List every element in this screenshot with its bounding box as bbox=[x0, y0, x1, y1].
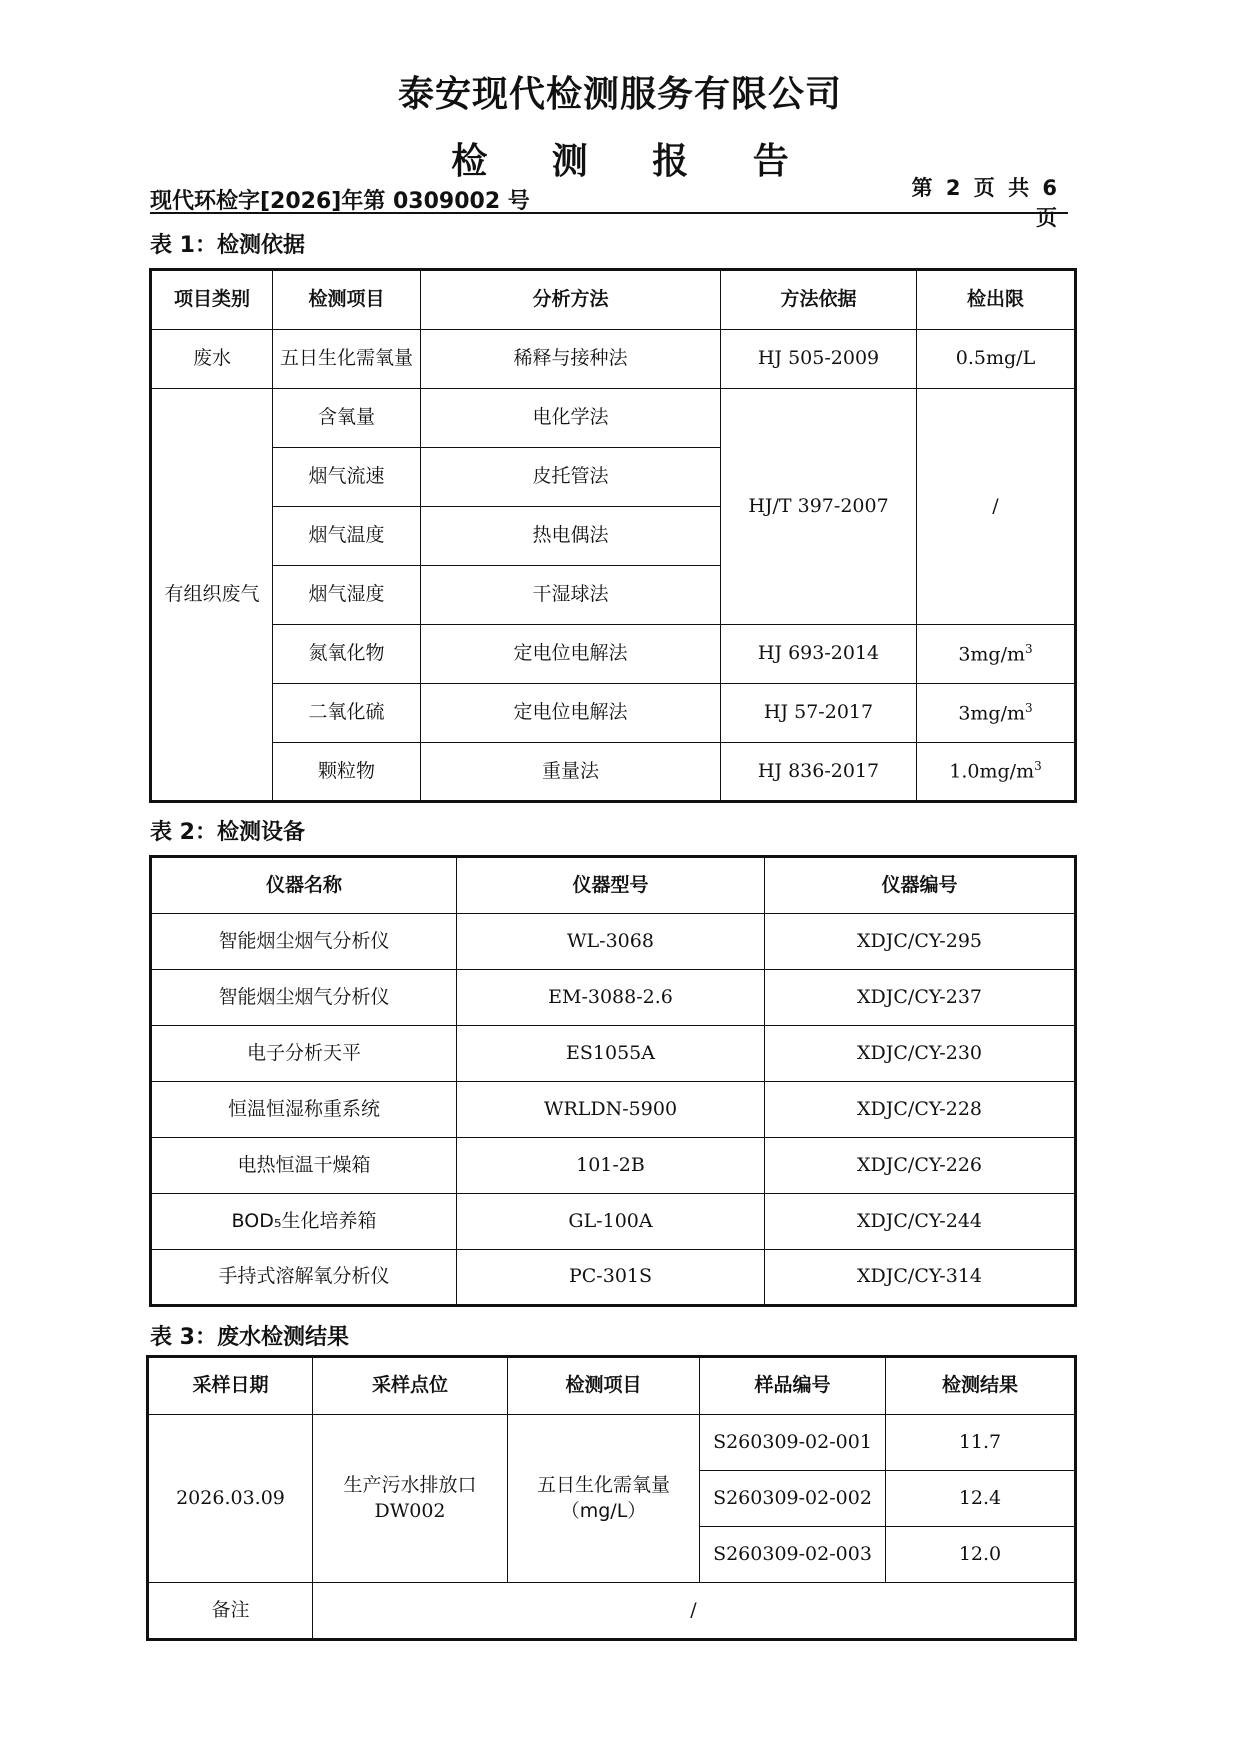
basis-cell: HJ 693-2014 bbox=[721, 625, 917, 684]
limit-superscript: 3 bbox=[1034, 759, 1042, 774]
method-cell: 干湿球法 bbox=[421, 566, 721, 625]
test-item-cell bbox=[508, 1415, 700, 1583]
limit-cell bbox=[917, 625, 1076, 684]
instrument-name-cell: 电热恒温干燥箱 bbox=[151, 1138, 457, 1194]
method-cell: 定电位电解法 bbox=[421, 684, 721, 743]
report-title: 检 测 报 告 bbox=[451, 141, 815, 182]
basis-cell: HJ 505-2009 bbox=[721, 330, 917, 389]
basis-cell: HJ/T 397-2007 bbox=[721, 389, 917, 625]
table1-caption: 表 1：检测依据 bbox=[150, 233, 305, 258]
instrument-code-cell: XDJC/CY-228 bbox=[765, 1082, 1076, 1138]
method-cell: 重量法 bbox=[421, 743, 721, 802]
method-cell: 电化学法 bbox=[421, 389, 721, 448]
instrument-model-cell: WRLDN-5900 bbox=[457, 1082, 765, 1138]
result-cell: 12.4 bbox=[886, 1471, 1076, 1527]
method-cell: 定电位电解法 bbox=[421, 625, 721, 684]
table-row bbox=[151, 1082, 1076, 1138]
method-cell: 热电偶法 bbox=[421, 507, 721, 566]
table-header-cell: 仪器型号 bbox=[457, 857, 765, 914]
sampling-site-cell bbox=[313, 1415, 508, 1583]
instrument-model-cell: WL-3068 bbox=[457, 914, 765, 970]
table-row bbox=[151, 389, 1076, 448]
remark-row bbox=[148, 1583, 1076, 1640]
table-row bbox=[151, 914, 1076, 970]
sample-id-cell: S260309-02-002 bbox=[700, 1471, 886, 1527]
table-row bbox=[151, 1194, 1076, 1250]
item-cell: 含氧量 bbox=[273, 389, 421, 448]
instrument-model-cell: PC-301S bbox=[457, 1250, 765, 1306]
instrument-code-cell: XDJC/CY-230 bbox=[765, 1026, 1076, 1082]
table-row bbox=[151, 743, 1076, 802]
table-header-cell: 仪器编号 bbox=[765, 857, 1076, 914]
limit-value: 1.0mg/m bbox=[949, 760, 1035, 783]
limit-cell: / bbox=[917, 389, 1076, 625]
table-row bbox=[151, 1250, 1076, 1306]
limit-value: 3mg/m bbox=[958, 701, 1026, 724]
limit-superscript: 3 bbox=[1025, 641, 1033, 656]
page-indicator: 第 2 页 共 6 页 bbox=[911, 176, 1060, 230]
header-divider bbox=[150, 212, 1068, 214]
instrument-code-cell: XDJC/CY-314 bbox=[765, 1250, 1076, 1306]
report-number: 现代环检字[2026]年第 0309002 号 bbox=[150, 189, 530, 214]
sampling-date-cell: 2026.03.09 bbox=[148, 1415, 313, 1583]
instrument-name-cell: 手持式溶解氧分析仪 bbox=[151, 1250, 457, 1306]
category-cell: 废水 bbox=[151, 330, 273, 389]
instrument-model-cell: EM-3088-2.6 bbox=[457, 970, 765, 1026]
category-cell: 有组织废气 bbox=[151, 389, 273, 802]
table2-caption: 表 2：检测设备 bbox=[150, 820, 305, 845]
limit-cell bbox=[917, 684, 1076, 743]
table-header-cell: 仪器名称 bbox=[151, 857, 457, 914]
table3-caption: 表 3：废水检测结果 bbox=[150, 1325, 349, 1350]
table-wastewater-results bbox=[146, 1355, 1077, 1641]
table-row bbox=[151, 625, 1076, 684]
item-cell: 颗粒物 bbox=[273, 743, 421, 802]
table-header-cell: 方法依据 bbox=[721, 270, 917, 330]
test-item-unit: （mg/L） bbox=[560, 1499, 647, 1522]
table-header-cell: 采样日期 bbox=[148, 1357, 313, 1415]
instrument-name-cell: BOD₅生化培养箱 bbox=[151, 1194, 457, 1250]
instrument-code-cell: XDJC/CY-237 bbox=[765, 970, 1076, 1026]
table-row bbox=[151, 1026, 1076, 1082]
table-row bbox=[151, 684, 1076, 743]
table-header-cell: 项目类别 bbox=[151, 270, 273, 330]
sample-id-cell: S260309-02-003 bbox=[700, 1527, 886, 1583]
test-item-name: 五日生化需氧量 bbox=[536, 1473, 670, 1496]
table-header-cell: 检测项目 bbox=[508, 1357, 700, 1415]
sampling-site-code: DW002 bbox=[374, 1499, 446, 1522]
limit-cell: 0.5mg/L bbox=[917, 330, 1076, 389]
table-row bbox=[151, 330, 1076, 389]
table-header-cell: 检测项目 bbox=[273, 270, 421, 330]
instrument-name-cell: 电子分析天平 bbox=[151, 1026, 457, 1082]
result-cell: 11.7 bbox=[886, 1415, 1076, 1471]
item-cell: 烟气温度 bbox=[273, 507, 421, 566]
instrument-name-cell: 智能烟尘烟气分析仪 bbox=[151, 970, 457, 1026]
instrument-model-cell: 101-2B bbox=[457, 1138, 765, 1194]
method-cell: 皮托管法 bbox=[421, 448, 721, 507]
basis-cell: HJ 57-2017 bbox=[721, 684, 917, 743]
table-test-basis bbox=[149, 268, 1077, 803]
limit-cell bbox=[917, 743, 1076, 802]
table-header-cell: 检出限 bbox=[917, 270, 1076, 330]
item-cell: 氮氧化物 bbox=[273, 625, 421, 684]
table-header-cell: 分析方法 bbox=[421, 270, 721, 330]
instrument-model-cell: GL-100A bbox=[457, 1194, 765, 1250]
item-cell: 烟气流速 bbox=[273, 448, 421, 507]
table-header-cell: 检测结果 bbox=[886, 1357, 1076, 1415]
basis-cell: HJ 836-2017 bbox=[721, 743, 917, 802]
instrument-code-cell: XDJC/CY-244 bbox=[765, 1194, 1076, 1250]
limit-superscript: 3 bbox=[1025, 700, 1033, 715]
table-row bbox=[151, 1138, 1076, 1194]
sample-id-cell: S260309-02-001 bbox=[700, 1415, 886, 1471]
sampling-site-name: 生产污水排放口 bbox=[343, 1473, 477, 1496]
instrument-name-cell: 恒温恒湿称重系统 bbox=[151, 1082, 457, 1138]
remark-value: / bbox=[313, 1583, 1076, 1640]
instrument-code-cell: XDJC/CY-295 bbox=[765, 914, 1076, 970]
table-header-cell: 样品编号 bbox=[700, 1357, 886, 1415]
instrument-name-cell: 智能烟尘烟气分析仪 bbox=[151, 914, 457, 970]
table-equipment bbox=[149, 855, 1077, 1307]
company-name: 泰安现代检测服务有限公司 bbox=[397, 74, 842, 115]
method-cell: 稀释与接种法 bbox=[421, 330, 721, 389]
item-cell: 二氧化硫 bbox=[273, 684, 421, 743]
remark-label: 备注 bbox=[148, 1583, 313, 1640]
instrument-model-cell: ES1055A bbox=[457, 1026, 765, 1082]
table-header-cell: 采样点位 bbox=[313, 1357, 508, 1415]
limit-value: 3mg/m bbox=[958, 642, 1026, 665]
item-cell: 烟气湿度 bbox=[273, 566, 421, 625]
item-cell: 五日生化需氧量 bbox=[273, 330, 421, 389]
table-row bbox=[151, 970, 1076, 1026]
result-cell: 12.0 bbox=[886, 1527, 1076, 1583]
instrument-code-cell: XDJC/CY-226 bbox=[765, 1138, 1076, 1194]
table-row bbox=[148, 1415, 1076, 1471]
